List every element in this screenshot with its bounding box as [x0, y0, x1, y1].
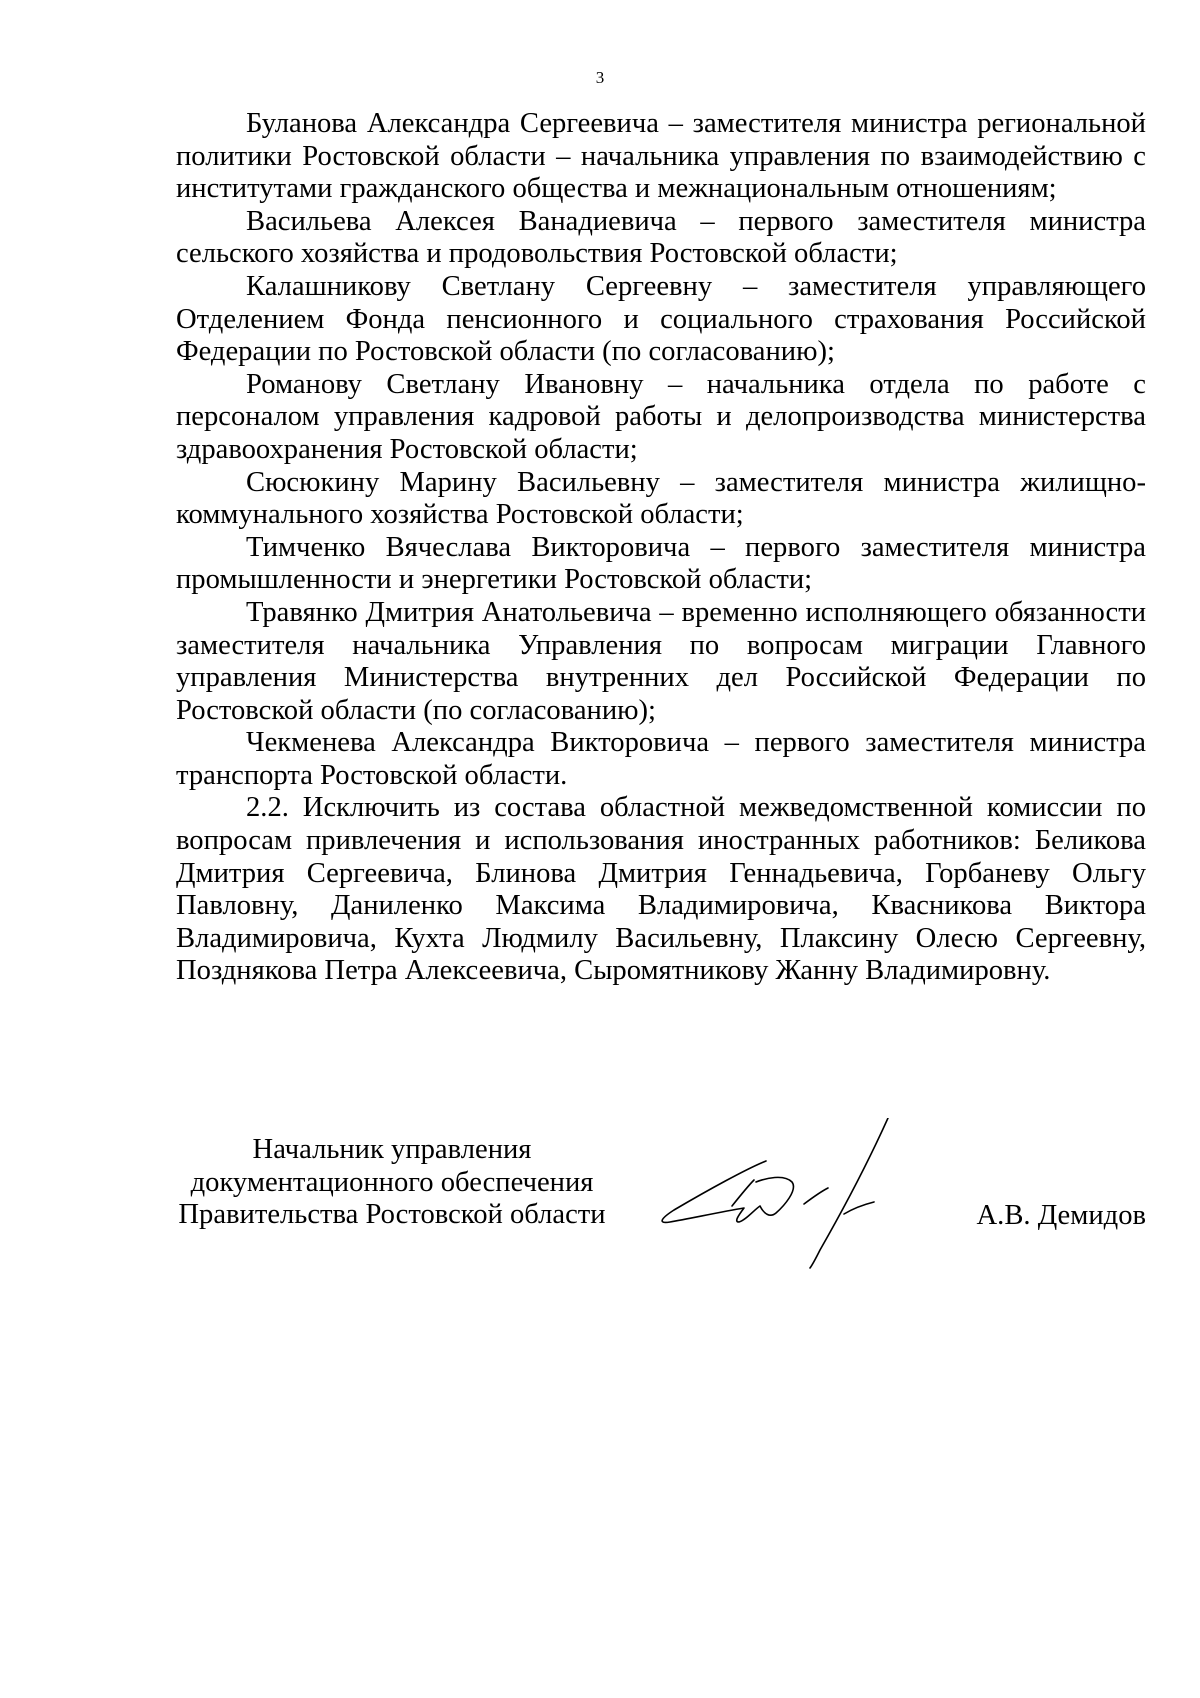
paragraph-vasiliev: Васильева Алексея Ванадиевича – первого заместителя министра сельского хозяйства и продовольствия Ростовской области; — [176, 205, 1146, 270]
page-number: 3 — [595, 68, 605, 87]
paragraph-timchenko: Тимченко Вячеслава Викторовича – первого заместителя министра промышленности и энергетики Ростовской области; — [176, 531, 1146, 596]
signer-name: А.В. Демидов — [976, 1200, 1146, 1231]
paragraph-kalashnikova: Калашникову Светлану Сергеевну – заместителя управляющего Отделением Фонда пенсионного и социального страхования Российской Федерации по Ростовской области (по согласованию); — [176, 270, 1146, 368]
paragraph-exclusion-clause: 2.2. Исключить из состава областной межведомственной комиссии по вопросам привлечения и использования иностранных работников: Беликова Дмитрия Сергеевича, Блинова Дмитрия Геннадьевича, Горбаневу Ольгу Павловну, Даниленко Максима Владимировича, Квасникова Виктора Владимировича, Кухта Людмилу Васильевну, Плаксину Олесю Сергеевну, Позднякова Петра Алексеевича, Сыромятникову Жанну Владимировну. — [176, 792, 1146, 987]
signature-block — [176, 1118, 1146, 1278]
paragraph-bulanov: Буланова Александра Сергеевича – заместителя министра региональной политики Ростовской области – начальника управления по взаимодействию с институтами гражданского общества и межнациональным отношениям; — [176, 108, 1146, 205]
signer-title-line: Правительства Ростовской области — [178, 1199, 606, 1231]
paragraph-chekmenev: Чекменева Александра Викторовича – первого заместителя министра транспорта Ростовской области. — [176, 727, 1146, 791]
paragraph-travyanko: Травянко Дмитрия Анатольевича – временно исполняющего обязанности заместителя начальника Управления по вопросам миграции Главного управления Министерства внутренних дел Российской Федерации по Ростовской области (по согласованию); — [176, 596, 1146, 726]
signer-title — [176, 1134, 608, 1232]
signer-title-line: Начальник управления — [252, 1134, 532, 1165]
signer-title-line: документационного обеспечения — [190, 1166, 594, 1198]
paragraph-syusyukina: Сюсюкину Марину Васильевну – заместителя министра жилищно-коммунального хозяйства Ростовской области; — [176, 466, 1146, 531]
document-body — [176, 108, 1146, 988]
handwritten-signature-icon — [648, 1118, 908, 1278]
paragraph-romanova: Романову Светлану Ивановну – начальника отдела по работе с персоналом управления кадровой работы и делопроизводства министерства здравоохранения Ростовской области; — [176, 368, 1146, 465]
